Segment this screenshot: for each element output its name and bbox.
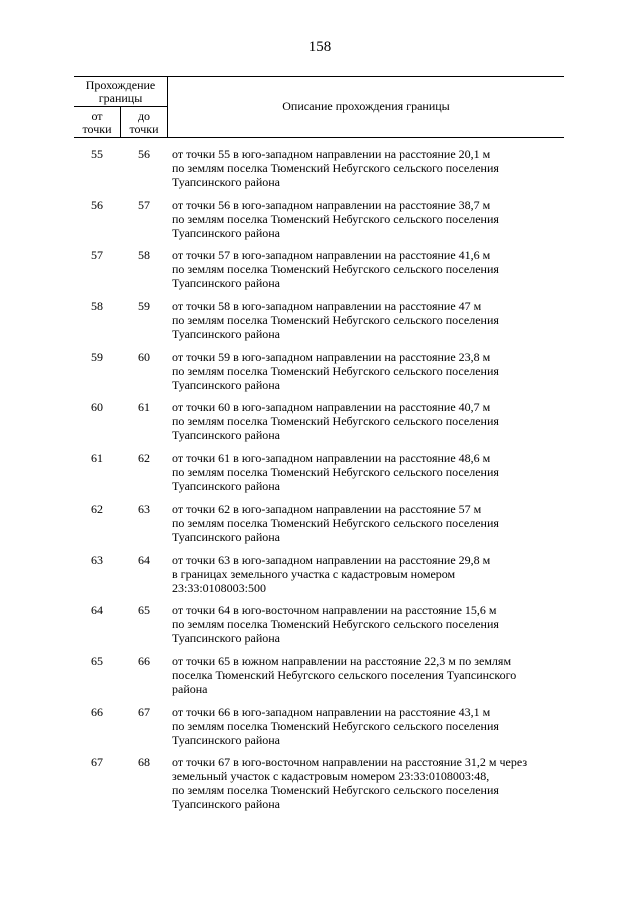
description-line: по землям поселка Тюменский Небугского сельского поселения [172, 161, 499, 175]
header-bottom-border [74, 137, 564, 138]
table-row [0, 502, 640, 553]
description-line: от точки 55 в юго-западном направлении на расстояние 20,1 м [172, 147, 491, 161]
description-line: от точки 64 в юго-восточном направлении на расстояние 15,6 м [172, 603, 497, 618]
table-row [0, 705, 640, 756]
description-cell [172, 299, 562, 341]
table-row [0, 654, 640, 705]
description-line: по землям поселка Тюменский Небугского сельского поселения [172, 211, 499, 226]
description-line: по землям поселка Тюменский Небугского сельского поселения [172, 262, 499, 277]
description-line: от точки 60 в юго-западном направлении на расстояние 40,7 м [172, 400, 491, 415]
from-point-cell: 64 [91, 603, 103, 618]
table-row [0, 147, 640, 198]
description-cell [172, 705, 562, 747]
from-point-cell: 63 [91, 552, 103, 567]
description-header: Описание прохождения границы [282, 99, 450, 113]
to-point-cell: 65 [138, 603, 150, 618]
description-line: поселка Тюменский Небугского сельского поселения Туапсинского [172, 667, 517, 682]
from-point-cell: 61 [91, 451, 103, 466]
table-row [0, 553, 640, 604]
table-row [0, 299, 640, 350]
description-line: по землям поселка Тюменский Небугского сельского поселения [172, 313, 499, 328]
description-line: Туапсинского района [172, 479, 280, 494]
description-line: Туапсинского района [172, 529, 280, 544]
description-line: от точки 57 в юго-западном направлении на расстояние 41,6 м [172, 248, 491, 263]
description-line: Туапсинского района [172, 377, 280, 392]
from-point-header: от точки [82, 109, 112, 136]
description-line: от точки 67 в юго-восточном направлении на расстояние 31,2 м через [172, 755, 528, 770]
description-cell [172, 451, 562, 493]
description-line: Туапсинского района [172, 276, 280, 291]
from-point-cell: 62 [91, 501, 103, 516]
description-line: по землям поселка Тюменский Небугского сельского поселения [172, 465, 499, 480]
table-row [0, 350, 640, 401]
description-line: от точки 59 в юго-западном направлении на расстояние 23,8 м [172, 349, 491, 364]
description-line: по землям поселка Тюменский Небугского сельского поселения [172, 617, 499, 632]
from-point-cell: 56 [91, 197, 103, 212]
page-number: 158 [308, 39, 332, 55]
table-row [0, 248, 640, 299]
description-line: района [172, 681, 208, 696]
description-cell [172, 198, 562, 240]
from-point-cell: 67 [91, 755, 103, 770]
description-line: от точки 65 в южном направлении на расстояние 22,3 м по землям [172, 653, 512, 668]
description-cell [172, 400, 562, 442]
description-line: Туапсинского района [172, 797, 280, 812]
description-line: от точки 62 в юго-западном направлении на расстояние 57 м [172, 501, 482, 516]
description-line: по землям поселка Тюменский Небугского сельского поселения [172, 718, 499, 733]
to-point-header: до точки [129, 109, 159, 136]
description-line: от точки 58 в юго-западном направлении на расстояние 47 м [172, 299, 482, 314]
to-point-cell: 60 [138, 349, 150, 364]
from-point-cell: 58 [91, 299, 103, 314]
description-line: Туапсинского района [172, 225, 280, 240]
description-cell [172, 350, 562, 392]
from-point-cell: 59 [91, 349, 103, 364]
to-point-cell: 68 [138, 755, 150, 770]
description-line: Туапсинского района [172, 327, 280, 342]
description-line: по землям поселка Тюменский Небугского сельского поселения [172, 414, 499, 429]
to-point-cell: 59 [138, 299, 150, 314]
table-row [0, 198, 640, 249]
description-line: от точки 61 в юго-западном направлении на расстояние 48,6 м [172, 451, 491, 466]
description-cell [172, 553, 562, 595]
to-point-cell: 57 [138, 197, 150, 212]
to-point-cell: 67 [138, 704, 150, 719]
header-top-border [74, 76, 564, 77]
description-line: по землям поселка Тюменский Небугского сельского поселения [172, 363, 499, 378]
description-cell [172, 502, 562, 544]
to-point-cell: 61 [138, 400, 150, 415]
to-point-cell: 66 [138, 653, 150, 668]
table-row [0, 451, 640, 502]
table-row [0, 400, 640, 451]
from-point-cell: 66 [91, 704, 103, 719]
from-point-cell: 60 [91, 400, 103, 415]
description-cell [172, 248, 562, 290]
table-row [0, 755, 640, 819]
boundary-table-body [0, 147, 640, 819]
description-line: Туапсинского района [172, 732, 280, 747]
description-cell [172, 755, 562, 811]
description-cell [172, 147, 562, 189]
to-point-cell: 64 [138, 552, 150, 567]
to-point-cell: 56 [138, 147, 150, 161]
from-point-cell: 57 [91, 248, 103, 263]
table-header [74, 76, 564, 138]
table-row [0, 603, 640, 654]
description-line: от точки 56 в юго-западном направлении на расстояние 38,7 м [172, 197, 491, 212]
to-point-cell: 63 [138, 501, 150, 516]
description-line: Туапсинского района [172, 631, 280, 646]
description-line: Туапсинского района [172, 428, 280, 443]
from-point-cell: 55 [91, 147, 103, 161]
to-point-cell: 58 [138, 248, 150, 263]
description-line: от точки 66 в юго-западном направлении на расстояние 43,1 м [172, 704, 491, 719]
description-line: 23:33:0108003:500 [172, 580, 267, 595]
description-line: земельный участок с кадастровым номером 23:33:0108003:48, [172, 769, 490, 784]
description-line: от точки 63 в юго-западном направлении на расстояние 29,8 м [172, 552, 491, 567]
description-cell [172, 654, 562, 696]
description-line: Туапсинского района [172, 175, 280, 189]
description-cell [172, 603, 562, 645]
group-title: Прохождение границы [85, 78, 156, 105]
from-point-cell: 65 [91, 653, 103, 668]
to-point-cell: 62 [138, 451, 150, 466]
description-line: по землям поселка Тюменский Небугского сельского поселения [172, 515, 499, 530]
description-line: по землям поселка Тюменский Небугского сельского поселения [172, 783, 499, 798]
description-line: в границах земельного участка с кадастровым номером [172, 566, 456, 581]
